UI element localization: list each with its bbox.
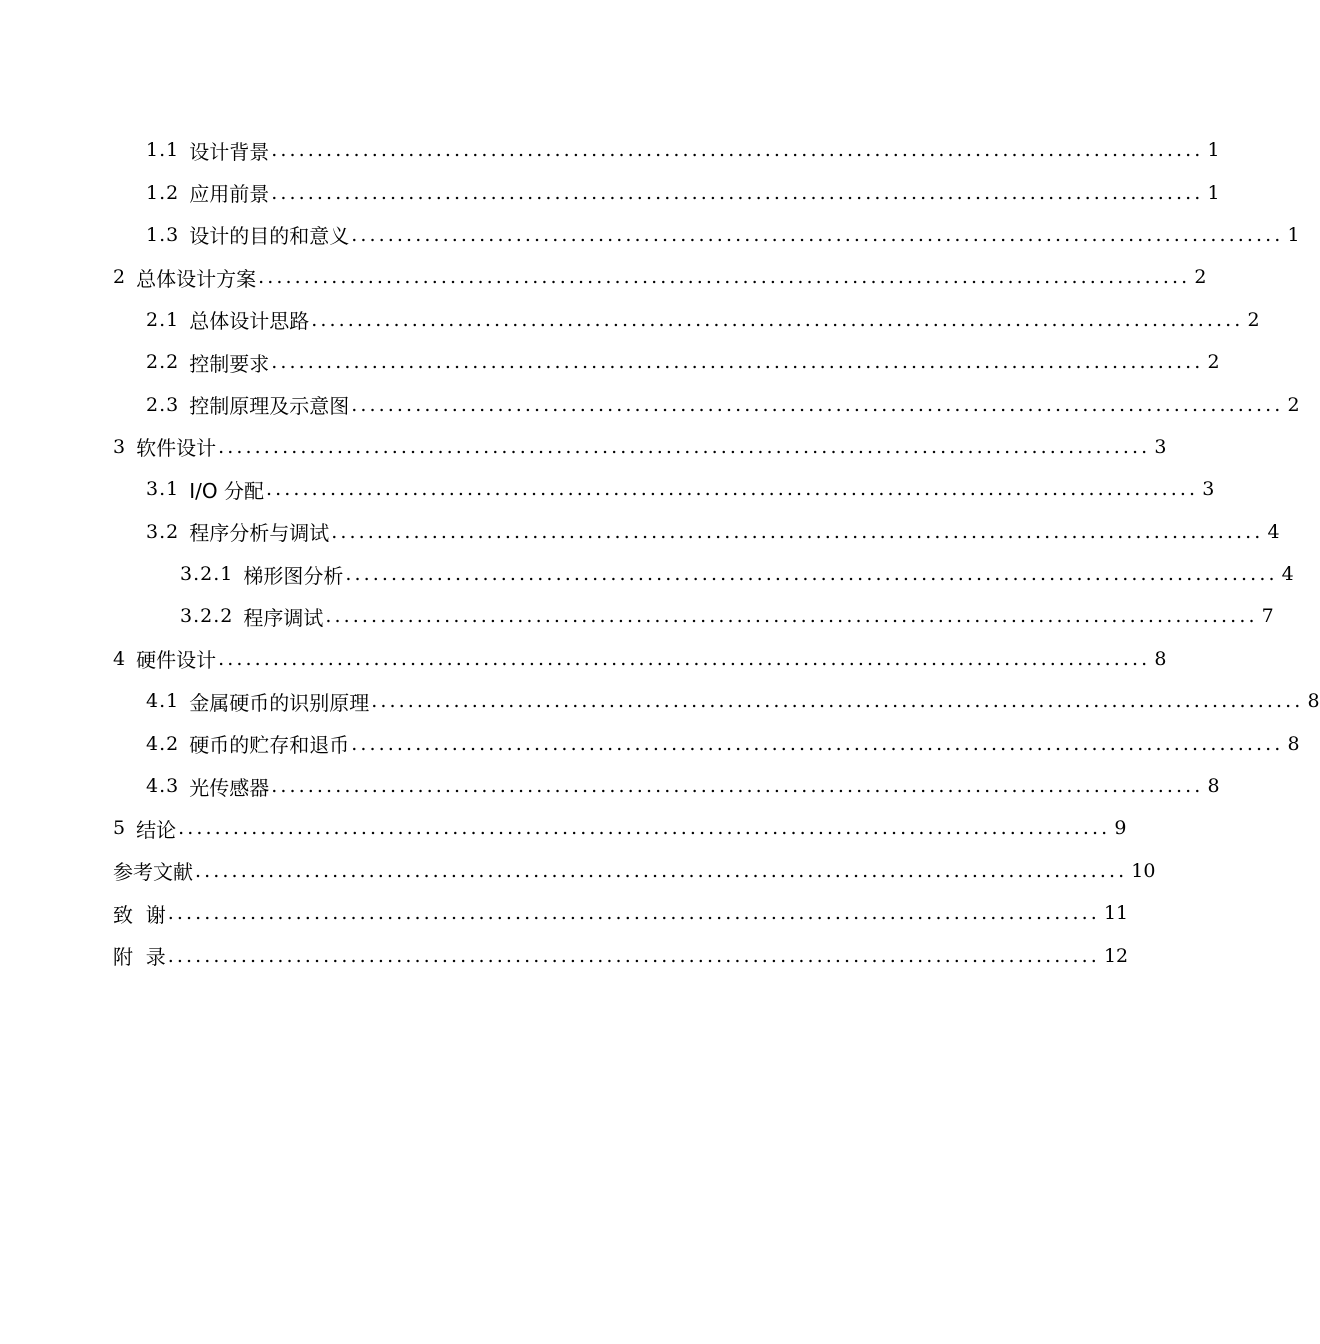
toc-entry-number: 3.2 (146, 520, 180, 543)
toc-entry-number: 4.1 (146, 690, 180, 713)
toc-entry-title: 结论 (136, 817, 177, 842)
toc-entry-number: 2.3 (146, 393, 180, 416)
toc-entry[interactable] (0, 129, 1220, 171)
toc-entry-number: 2 (113, 266, 127, 289)
toc-entry[interactable] (0, 892, 1129, 934)
toc-entry-page: 2 (1207, 351, 1220, 374)
toc-entry-number: 2.2 (146, 351, 180, 374)
toc-entry-page: 1 (1287, 223, 1300, 246)
toc-dot-leader: ...................................................................................................... (325, 605, 1258, 628)
toc-entry[interactable] (0, 850, 1156, 892)
toc-entry-title: 应用前景 (189, 182, 270, 207)
toc-dot-leader: ...................................................................................................... (271, 351, 1204, 374)
toc-entry-title: 总体设计思路 (189, 309, 310, 334)
toc-entry-number: 3 (113, 435, 127, 458)
toc-dot-leader: ...................................................................................................... (167, 944, 1100, 967)
toc-entry-number: 4.3 (146, 775, 180, 798)
toc-entry-page: 4 (1281, 563, 1294, 586)
toc-dot-leader: ...................................................................................................... (271, 775, 1204, 798)
toc-entry-page: 1 (1207, 181, 1220, 204)
toc-entry[interactable] (0, 341, 1220, 383)
toc-entry-page: 8 (1307, 690, 1320, 713)
toc-entry-number: 4 (113, 647, 127, 670)
toc-dot-leader: ...................................................................................................... (271, 181, 1204, 204)
toc-entry-title: 设计背景 (189, 139, 270, 164)
toc-entry-title: 控制原理及示意图 (189, 394, 350, 419)
toc-entry-page: 1 (1207, 139, 1220, 162)
toc-entry[interactable] (0, 807, 1127, 849)
toc-dot-leader: ...................................................................................................... (351, 732, 1284, 755)
toc-entry-page: 12 (1103, 944, 1129, 967)
toc-dot-leader: ...................................................................................................... (345, 563, 1278, 586)
toc-dot-leader: ...................................................................................................... (218, 435, 1151, 458)
toc-entry-page: 2 (1194, 266, 1207, 289)
table-of-contents (0, 129, 1320, 977)
toc-dot-leader: ...................................................................................................... (258, 266, 1191, 289)
toc-entry[interactable] (0, 256, 1207, 298)
toc-entry[interactable] (0, 595, 1274, 637)
toc-entry-title: 控制要求 (189, 351, 270, 376)
toc-dot-leader: ...................................................................................................... (371, 690, 1304, 713)
toc-entry-title: 梯形图分析 (243, 563, 344, 588)
toc-entry-page: 2 (1247, 308, 1260, 331)
toc-entry[interactable] (0, 934, 1129, 976)
toc-entry-page: 10 (1131, 859, 1156, 882)
toc-entry-page: 8 (1154, 647, 1167, 670)
toc-entry-page: 8 (1287, 732, 1300, 755)
toc-dot-leader: ...................................................................................................... (167, 902, 1100, 925)
toc-dot-leader: ...................................................................................................... (271, 139, 1204, 162)
toc-dot-leader: ...................................................................................................... (311, 308, 1244, 331)
toc-entry-title: 程序调试 (243, 605, 324, 630)
toc-entry-number: 4.2 (146, 732, 180, 755)
toc-entry-title: 总体设计方案 (136, 266, 257, 291)
toc-dot-leader: ...................................................................................................... (351, 223, 1284, 246)
toc-dot-leader: ...................................................................................................... (195, 859, 1128, 882)
toc-entry[interactable] (0, 426, 1167, 468)
toc-dot-leader: ...................................................................................................... (265, 478, 1199, 501)
toc-entry[interactable] (0, 765, 1220, 807)
toc-entry-page: 11 (1103, 902, 1129, 925)
toc-entry[interactable] (0, 171, 1220, 213)
toc-entry[interactable] (0, 383, 1300, 425)
toc-entry-number: 3.2.2 (180, 605, 234, 628)
toc-entry-title: I/O 分配 (189, 478, 264, 503)
toc-entry-title: 硬币的贮存和退币 (189, 733, 350, 758)
toc-entry[interactable] (0, 214, 1300, 256)
toc-entry-title: 程序分析与调试 (189, 521, 330, 546)
toc-dot-leader: ...................................................................................................... (351, 393, 1284, 416)
toc-entry-page: 3 (1154, 435, 1167, 458)
toc-entry-title: 参考文献 (113, 860, 193, 885)
toc-entry[interactable] (0, 680, 1320, 722)
toc-entry-title: 软件设计 (136, 436, 217, 461)
toc-entry[interactable] (0, 511, 1280, 553)
toc-entry-page: 9 (1114, 817, 1127, 840)
toc-entry[interactable] (0, 468, 1215, 510)
toc-entry-number: 1.3 (146, 223, 180, 246)
toc-entry-title: 附 录 (113, 945, 166, 970)
toc-dot-leader: ...................................................................................................... (218, 647, 1151, 670)
toc-entry-title: 光传感器 (189, 775, 270, 800)
toc-entry-number: 1.1 (146, 139, 180, 162)
toc-entry-title: 金属硬币的识别原理 (189, 690, 370, 715)
toc-entry-number: 2.1 (146, 308, 180, 331)
toc-entry-page: 2 (1287, 393, 1300, 416)
toc-entry-page: 8 (1207, 775, 1220, 798)
toc-entry-number: 5 (113, 817, 127, 840)
toc-entry-title: 致 谢 (113, 902, 166, 927)
toc-entry-number: 1.2 (146, 181, 180, 204)
toc-entry[interactable] (0, 722, 1300, 764)
toc-entry-title: 硬件设计 (136, 648, 217, 673)
toc-entry[interactable] (0, 553, 1294, 595)
toc-entry[interactable] (0, 638, 1167, 680)
toc-entry-number: 3.1 (146, 478, 180, 501)
toc-dot-leader: ...................................................................................................... (178, 817, 1111, 840)
toc-entry-page: 4 (1267, 520, 1280, 543)
toc-dot-leader: ...................................................................................................... (331, 520, 1264, 543)
toc-entry-page: 3 (1202, 478, 1215, 501)
toc-entry-page: 7 (1261, 605, 1274, 628)
toc-entry-number: 3.2.1 (180, 563, 234, 586)
toc-entry-title: 设计的目的和意义 (189, 224, 350, 249)
toc-entry[interactable] (0, 299, 1260, 341)
